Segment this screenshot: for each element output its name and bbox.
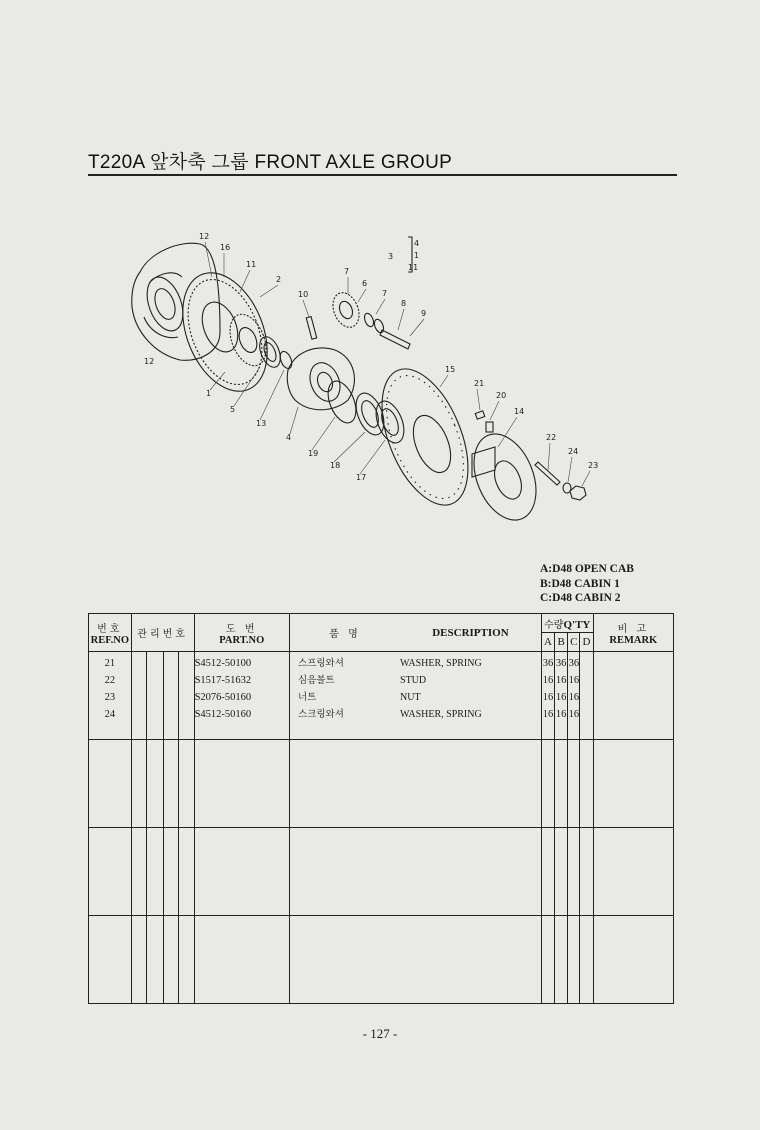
table-block-3: [89, 828, 674, 916]
header-part-no: [194, 614, 289, 652]
table-cell-description: WASHER, SPRING: [400, 709, 482, 720]
callout-7b: 7: [382, 289, 388, 298]
header-remark-en: REMARK: [609, 634, 658, 646]
header-desc-en: DESCRIPTION: [432, 626, 509, 639]
qty-b-column: [555, 652, 568, 740]
page-number: - 127 -: [362, 1026, 398, 1041]
table-cell-part-no: S2076-50160: [194, 692, 252, 703]
header-part-ko: 도 번: [226, 623, 258, 635]
table-cell-name-ko: 심음볼트: [298, 675, 335, 686]
callout-4a: 4: [414, 239, 420, 248]
legend-item-c: C:D48 CABIN 2: [540, 592, 621, 604]
table-cell-name-ko: 너트: [298, 692, 317, 703]
table-cell-description: STUD: [400, 675, 427, 686]
callout-11: 11: [246, 260, 257, 269]
table-cell-ref: 21: [104, 658, 116, 669]
table-cell-qty-b: 36: [555, 658, 567, 669]
remark-column: [593, 652, 673, 740]
table-cell-qty-a: 16: [542, 692, 554, 703]
callout-13: 13: [256, 419, 267, 428]
callout-16: 16: [220, 243, 231, 252]
table-cell-part-no: S4512-50100: [194, 658, 252, 669]
description-column: [290, 652, 542, 740]
planet-carrier: [287, 348, 354, 410]
header-col-b: B: [555, 633, 568, 652]
qty-c-column: [568, 652, 580, 740]
header-col-d: D: [580, 633, 593, 652]
callout-11b: 11: [408, 263, 419, 272]
table-cell-qty-c: 16: [568, 692, 580, 703]
qty-d-column: [580, 652, 593, 740]
part-no-column: [194, 652, 289, 740]
title-divider: [88, 174, 677, 176]
planet-shaft: [380, 330, 410, 349]
callout-18: 18: [330, 461, 341, 470]
header-part-en: PART.NO: [219, 634, 265, 646]
header-description: [290, 614, 542, 652]
header-ref-ko: 번호: [97, 623, 123, 635]
table-cell-name-ko: 스크링와셔: [298, 709, 344, 720]
callout-12b: 12: [144, 357, 155, 366]
callout-23: 23: [588, 461, 599, 470]
table-cell-qty-c: 16: [568, 709, 580, 720]
callout-2: 2: [276, 275, 282, 284]
table-cell-ref: 23: [104, 692, 116, 703]
page-title: T220A 앞차축 그룹 FRONT AXLE GROUP: [88, 152, 453, 173]
qty-a-column: [541, 652, 554, 740]
callout-19: 19: [308, 449, 319, 458]
table-block-1: [89, 652, 674, 740]
header-qty-en: Q'TY: [563, 618, 591, 631]
table-cell-qty-b: 16: [555, 675, 567, 686]
callout-1a: 1: [414, 251, 420, 260]
bearing-18: [351, 389, 390, 439]
callout-24: 24: [568, 447, 579, 456]
table-cell-qty-a: 16: [542, 709, 554, 720]
callout-21: 21: [474, 379, 485, 388]
table-cell-part-no: S1517-51632: [194, 675, 252, 686]
callout-15: 15: [445, 365, 456, 374]
header-ref-en: REF.NO: [90, 634, 130, 646]
header-remark-ko: 비 고: [617, 623, 650, 635]
planet-gear: [328, 289, 364, 331]
callout-6: 6: [362, 279, 368, 288]
header-qty: [541, 614, 593, 633]
ring-gear: [167, 260, 284, 403]
callout-5: 5: [230, 405, 236, 414]
table-cell-part-no: S4512-50160: [194, 709, 252, 720]
table-cell-qty-b: 16: [555, 709, 567, 720]
header-col-a: A: [541, 633, 554, 652]
table-cell-qty-a: 36: [542, 658, 554, 669]
table-cell-qty-c: 16: [568, 675, 580, 686]
table-cell-qty-b: 16: [555, 692, 567, 703]
table-cell-description: WASHER, SPRING: [400, 658, 482, 669]
exploded-parts-diagram: [120, 222, 620, 527]
callout-8: 8: [401, 299, 407, 308]
table-cell-name-ko: 스프링와셔: [298, 658, 344, 669]
header-management-no: 관리번호: [131, 614, 194, 652]
header-remark: [593, 614, 673, 652]
legend-item-b: B:D48 CABIN 1: [540, 577, 620, 590]
table-cell-qty-c: 36: [568, 658, 580, 669]
callout-3: 3: [388, 252, 394, 261]
header-col-c: C: [568, 633, 580, 652]
header-qty-ko: 수량: [544, 619, 564, 631]
header-name-ko: 품 명: [329, 629, 361, 640]
callout-22: 22: [546, 433, 557, 442]
table-block-4: [89, 916, 674, 1004]
callout-20: 20: [496, 391, 507, 400]
callout-4: 4: [286, 433, 292, 442]
stud: [535, 462, 560, 485]
callout-9: 9: [421, 309, 427, 318]
axle-housing: [132, 243, 220, 360]
table-block-2: [89, 740, 674, 828]
callout-17: 17: [356, 473, 367, 482]
bearing-17: [371, 397, 410, 447]
ref-column: [89, 652, 132, 740]
table-cell-description: NUT: [400, 692, 421, 703]
callout-1: 1: [206, 389, 212, 398]
legend-item-a: A:D48 OPEN CAB: [540, 563, 634, 575]
header-ref-no: [89, 614, 132, 652]
table-cell-qty-a: 16: [542, 675, 554, 686]
table-cell-ref: 24: [104, 709, 116, 720]
callout-14: 14: [514, 407, 525, 416]
callout-7a: 7: [344, 267, 350, 276]
callout-10: 10: [298, 290, 309, 299]
model-legend: [540, 562, 634, 606]
table-cell-ref: 22: [104, 675, 116, 686]
parts-table: [88, 613, 674, 1004]
callout-12: 12: [199, 232, 210, 241]
axle-flange-housing: [365, 357, 486, 517]
